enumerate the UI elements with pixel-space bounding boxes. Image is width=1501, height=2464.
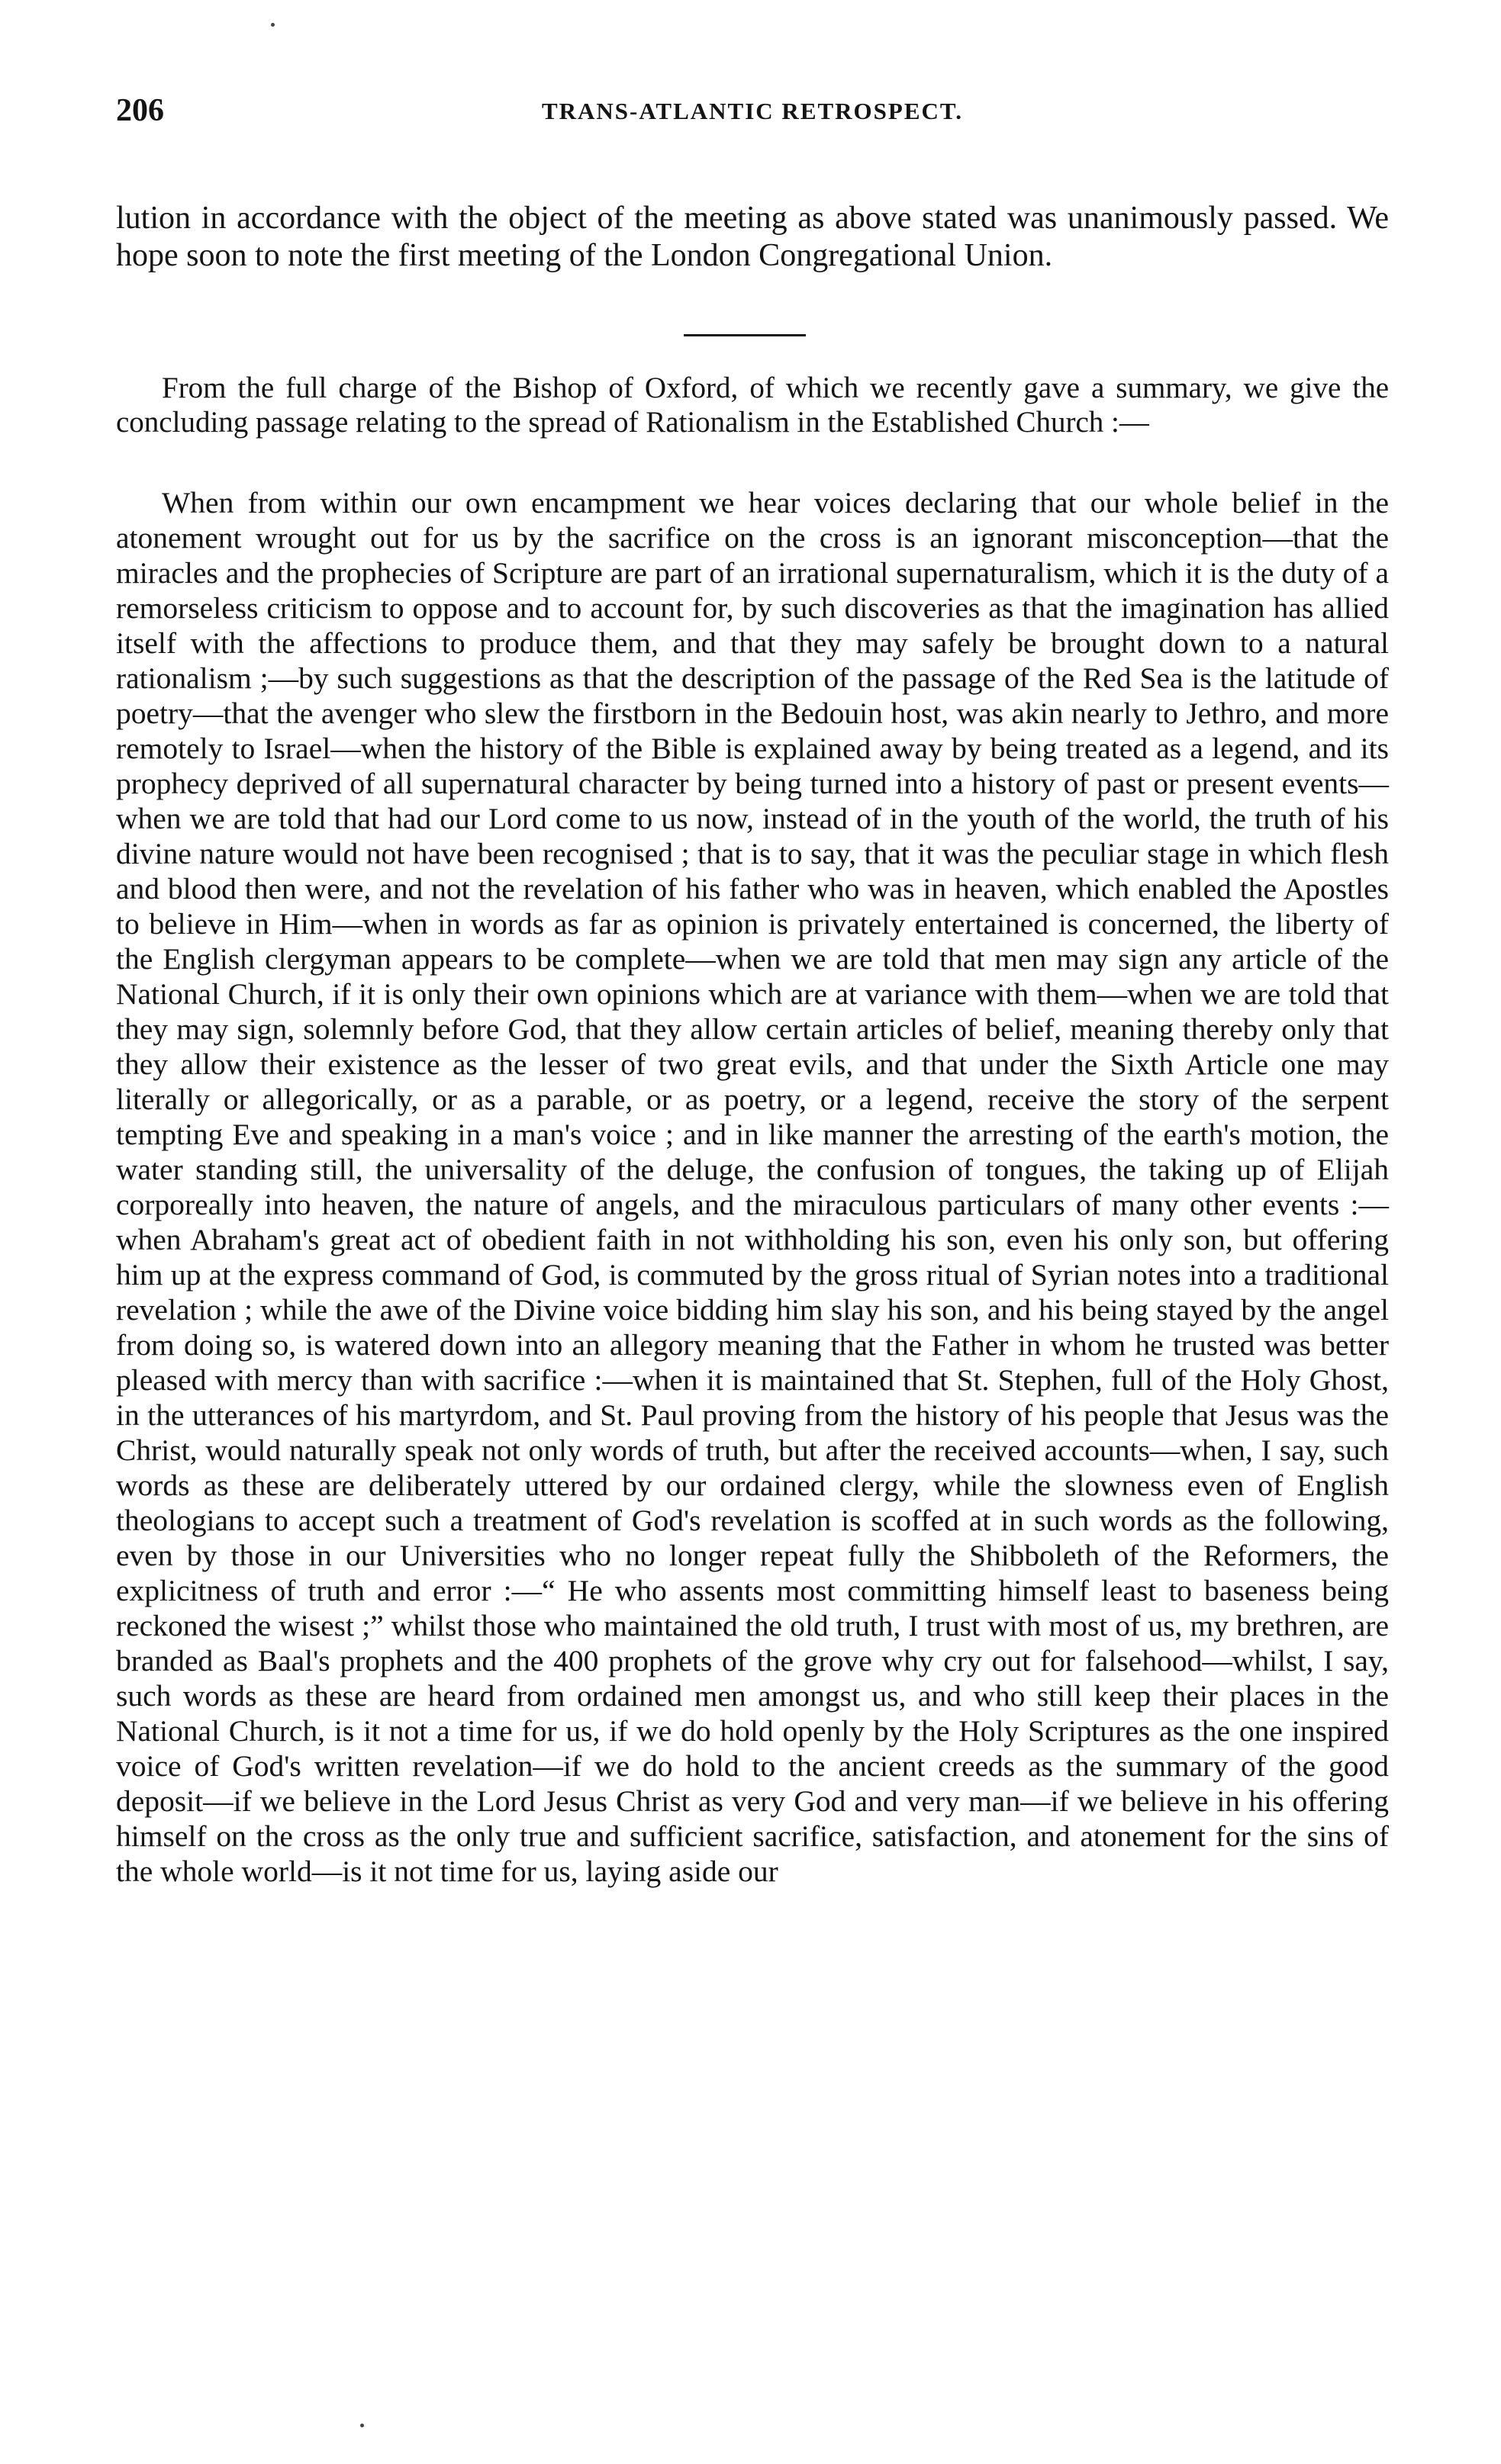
continuation-paragraph [116,200,1389,275]
quoted-charge [116,485,1389,1889]
ink-speck [360,2424,364,2427]
intro-paragraph [116,371,1389,439]
page-number: 206 [116,93,164,128]
quotation-text: When from within our own encampment we hear voices declaring that our whole belief in the atonement wrought out for us by the sacrifice on the cross is an ignorant misconception—that the miracles and the prophecies of Scripture are part of an irrational supernaturalism, which it is the duty of a remorseless criticism to oppose and to account for, by such discoveries as that the imagination has allied itself with the affections to produce them, and that they may safely be brought down to a natural rationalism ;—by such suggestions as that the description of the passage of the Red Sea is the latitude of poetry—that the avenger who slew the firstborn in the Bedouin host, was akin nearly to Jethro, and more remotely to Israel—when the history of the Bible is explained away by being treated as a legend, and its prophecy deprived of all supernatural character by being turned into a history of past or present events—when we are told that had our Lord come to us now, instead of in the youth of the world, the truth of his divine nature would not have been recognised ; that is to say, that it was the peculiar stage in which flesh and blood then were, and not the revelation of his father who was in heaven, which enabled the Apostles to believe in Him—when in words as far as opinion is privately entertained is concerned, the liberty of the English clergyman appears to be complete—when we are told that men may sign any article of the National Church, if it is only their own opinions which are at variance with them—when we are told that they may sign, solemnly before God, that they allow certain articles of belief, meaning thereby only that they allow their existence as the lesser of two great evils, and that under the Sixth Article one may literally or allegorically, or as a parable, or as poetry, or a legend, receive the story of the serpent tempting Eve and speaking in a man's voice ; and in like manner the arresting of the earth's motion, the water standing still, the universality of the deluge, the confusion of tongues, the taking up of Elijah corporeally into heaven, the nature of angels, and the miraculous particulars of many other events :—when Abraham's great act of obedient faith in not withholding his son, even his only son, but offering him up at the express command of God, is commuted by the gross ritual of Syrian notes into a traditional revelation ; while the awe of the Divine voice bidding him slay his son, and his being stayed by the angel from doing so, is watered down into an allegory meaning that the Father in whom he trusted was better pleased with mercy than with sacrifice :—when it is maintained that St. Stephen, full of the Holy Ghost, in the utterances of his martyrdom, and St. Paul proving from the history of his people that Jesus was the Christ, would naturally speak not only words of truth, but after the received accounts—when, I say, such words as these are deliberately uttered by our ordained clergy, while the slowness even of English theologians to accept such a treatment of God's revelation is scoffed at in such words as the following, even by those in our Universities who no longer repeat fully the Shibboleth of the Reformers, the explicitness of truth and error :—“ He who assents most committing himself least to baseness being reckoned the wisest ;” whilst those who maintained the old truth, I trust with most of us, my brethren, are branded as Baal's prophets and the 400 prophets of the grove why cry out for falsehood—whilst, I say, such words as these are heard from ordained men amongst us, and who still keep their places in the National Church, is it not a time for us, if we do hold openly by the Holy Scriptures as the one inspired voice of God's written revelation—if we do hold to the ancient creeds as the summary of the good deposit—if we believe in the Lord Jesus Christ as very God and very man—if we believe in his offering himself on the cross as the only true and sufficient sacrifice, satisfaction, and atonement for the sins of the whole world—is it not time for us, laying aside our [116,486,1389,1888]
continuation-text: lution in accordance with the object of the meeting as above stated was unanimously passed. We hope soon to note the first meeting of the London Congregational Union. [116,201,1389,273]
page-header [116,90,1389,136]
running-title: TRANS-ATLANTIC RETROSPECT. [541,98,964,124]
ink-speck [271,23,275,27]
intro-text: From the full charge of the Bishop of Oxford, of which we recently gave a summary, we give the concluding passage relating to the spread of Rationalism in the Established Church :— [116,372,1389,439]
section-divider [684,334,806,336]
